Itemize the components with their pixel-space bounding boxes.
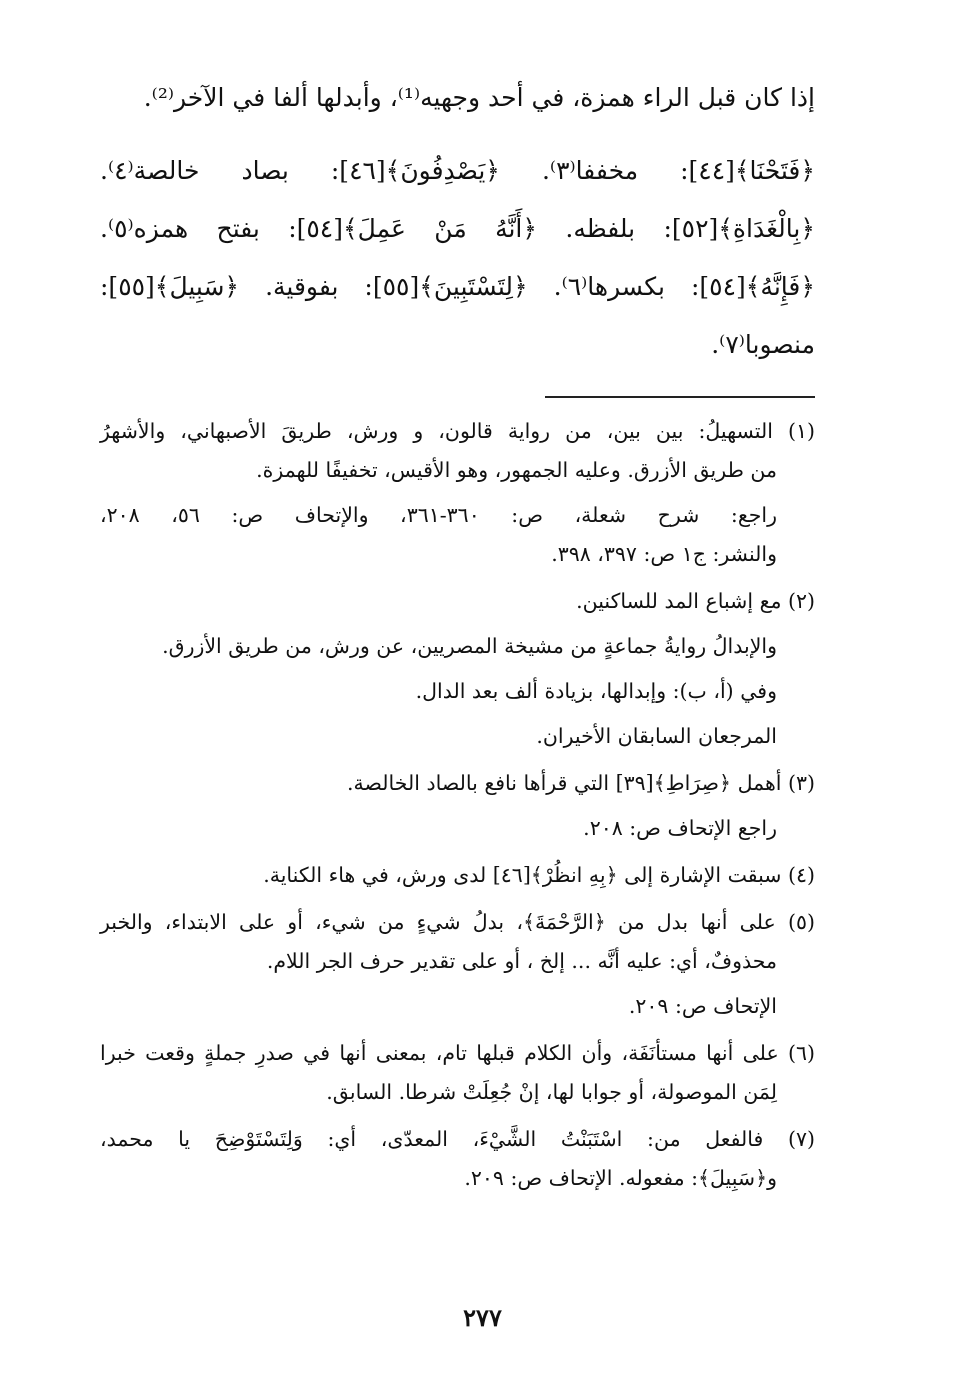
footnote-line: راجع: شرح شعلة، ص: ٣٦٠-٣٦١، والإتحاف ص: ٥٦، ٢٠٨، [100,503,777,527]
footnote-5 [100,903,815,1026]
footnote-line: (٤) سبقت الإشارة إلى ﴿بِهِ انظُرْ﴾[٤٦] لدى ورش، في هاء الكناية. [263,863,815,887]
footnote-line: (٧) فالفعل من: اسْتَبَنْتُ الشَّيْءَ، المعدّى، أي: وَلِتَسْتَوْضِحَ يا محمد، [100,1127,815,1151]
footnote-line: المرجعان السابقان الأخيران. [536,724,777,748]
main-text-line: إذا كان قبل الراء همزة، في أحد وجهيه⁽¹⁾، وأبدلها ألفا في الآخر⁽²⁾. [143,83,815,112]
footnote-line: الإتحاف ص: ٢٠٩. [628,994,777,1018]
main-text-line: ﴿فَإِنَّهُ﴾[٥٤]: بكسرها⁽٦⁾. ﴿لِتَسْتَبِينَ﴾[٥٥]: بفوقية. ﴿سَبِيلَ﴾[٥٥]: [100,272,815,301]
footnote-line: والنشر: ج١ ص: ٣٩٧، ٣٩٨. [551,542,777,566]
footnote-line: (٣) أهمل ﴿صِرَاطِ﴾[٣٩] التي قرأها نافع بالصاد الخالصة. [347,771,815,795]
footnote-line: لِمَن الموصولة، أو جوابا لها، إنْ جُعِلَتْ شرطا. السابق. [326,1080,777,1104]
footnote-line: من طريق الأزرق. وعليه الجمهور، وهو الأقيس، تخفيفًا للهمزة. [256,458,777,482]
footnote-separator [545,396,815,398]
footnote-7 [100,1120,815,1198]
footnote-line: راجع الإتحاف ص: ٢٠٨. [583,816,777,840]
main-text [100,70,815,374]
footnote-4 [100,856,815,895]
main-text-line: منصوبا⁽٧⁾. [711,330,815,359]
footnote-2 [100,582,815,756]
footnote-line: (٢) مع إشباع المد للساكنين. [576,589,815,613]
footnote-line: وفي (أ، ب): وإبدالها، بزيادة ألف بعد الدال. [415,679,777,703]
footnote-line: (٥) على أنها بدل من ﴿الرَّحْمَةَ﴾، بدلُ شيءٍ من شيء، أو على الابتداء، والخبر [100,910,815,934]
main-text-line: ﴿بِالْغَدَاةِ﴾[٥٢]: بلفظه. ﴿أَنَّهُ مَنْ عَمِلَ﴾[٥٤]: بفتح همزه⁽٥⁾. [100,214,815,243]
footnotes [100,412,815,1198]
footnote-line: (٦) على أنها مستأنَفَة، وأن الكلام قبلها تام، بمعنى أنها في صدرِ جملةٍ وقعت خبرا [100,1041,815,1065]
main-text-line: ﴿فَتَحْنَا﴾[٤٤]: مخففا⁽٣⁾. ﴿يَصْدِفُونَ﴾[٤٦]: بصاد خالصة⁽٤⁾. [100,156,815,185]
footnote-line: والإبدالُ روايةُ جماعةٍ من مشيخة المصريين، عن ورش، من طريق الأزرق. [162,634,777,658]
footnote-1 [100,412,815,574]
footnote-3 [100,764,815,848]
footnote-line: محذوفٌ، أي: عليه أنَّه ... إلخ ، أو على تقدير حرف الجر اللام. [266,949,777,973]
footnote-6 [100,1034,815,1112]
footnote-line: و﴿سَبِيلَ﴾: مفعوله. الإتحاف ص: ٢٠٩. [464,1166,777,1190]
page-body [100,70,815,1206]
footnote-line: (١) التسهيلُ: بين بين، من رواية قالون، و ورش، طريقَ الأصبهاني، والأشهرُ [100,419,815,443]
page-number: ٢٧٧ [463,1303,502,1332]
